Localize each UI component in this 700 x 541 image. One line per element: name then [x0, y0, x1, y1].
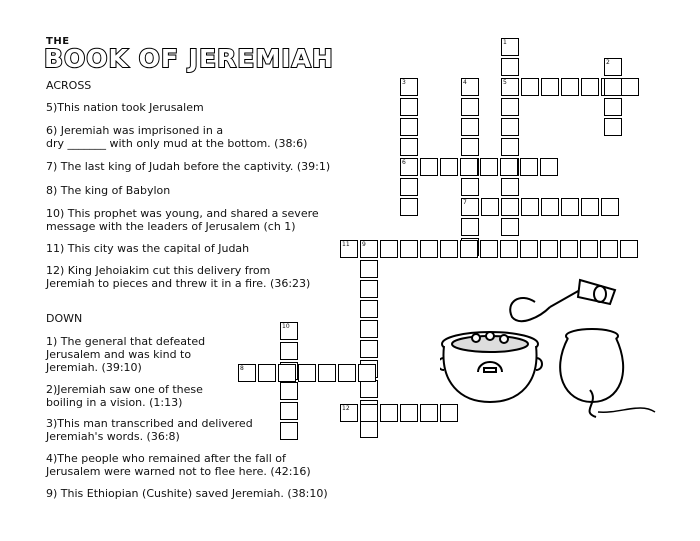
- pots-illustration: [440, 262, 670, 422]
- grid-cell[interactable]: [500, 158, 518, 176]
- grid-cell[interactable]: [338, 364, 356, 382]
- grid-cell[interactable]: [461, 138, 479, 156]
- grid-cell[interactable]: [520, 158, 538, 176]
- grid-cell[interactable]: [604, 118, 622, 136]
- grid-cell[interactable]: [400, 138, 418, 156]
- grid-cell[interactable]: [540, 158, 558, 176]
- clue-number-8: 8: [240, 365, 244, 372]
- grid-cell[interactable]: [604, 98, 622, 116]
- down-clue-3: 3)This man transcribed and delivered Jeremiah's words. (36:8): [46, 417, 253, 443]
- grid-cell[interactable]: [501, 118, 519, 136]
- grid-cell[interactable]: [521, 198, 539, 216]
- clue-number-10: 10: [282, 323, 290, 330]
- grid-cell[interactable]: [480, 158, 498, 176]
- clue-number-6: 6: [402, 159, 406, 166]
- across-clue-5: 5)This nation took Jerusalem: [46, 101, 204, 114]
- grid-cell[interactable]: [501, 138, 519, 156]
- across-clue-8: 8) The king of Babylon: [46, 184, 171, 197]
- grid-cell[interactable]: [501, 98, 519, 116]
- grid-cell[interactable]: [581, 198, 599, 216]
- grid-cell[interactable]: [280, 402, 298, 420]
- grid-cell[interactable]: [280, 382, 298, 400]
- grid-cell[interactable]: [420, 158, 438, 176]
- grid-cell[interactable]: [561, 198, 579, 216]
- grid-cell[interactable]: [400, 404, 418, 422]
- across-clue-10: 10) This prophet was young, and shared a severe message with the leaders of Jerusalem (ch 1): [46, 207, 319, 233]
- clue-number-2: 2: [606, 59, 610, 66]
- grid-cell[interactable]: [360, 260, 378, 278]
- grid-cell[interactable]: [360, 380, 378, 398]
- grid-cell[interactable]: [460, 240, 478, 258]
- grid-cell[interactable]: [541, 198, 559, 216]
- grid-cell[interactable]: [360, 300, 378, 318]
- grid-cell[interactable]: [461, 218, 479, 236]
- grid-cell[interactable]: [280, 342, 298, 360]
- grid-cell[interactable]: [318, 364, 336, 382]
- grid-cell[interactable]: [501, 218, 519, 236]
- grid-cell[interactable]: [580, 240, 598, 258]
- grid-cell[interactable]: [360, 404, 378, 422]
- grid-cell[interactable]: [380, 404, 398, 422]
- grid-cell[interactable]: [620, 240, 638, 258]
- grid-cell[interactable]: [278, 364, 296, 382]
- clue-number-9: 9: [362, 241, 366, 248]
- clue-number-11: 11: [342, 241, 350, 248]
- across-clue-7: 7) The last king of Judah before the captivity. (39:1): [46, 160, 331, 173]
- down-clue-1: 1) The general that defeated Jerusalem and was kind to Jeremiah. (39:10): [46, 335, 206, 374]
- grid-cell[interactable]: [400, 178, 418, 196]
- page-title: BOOK OF JEREMIAH: [44, 44, 334, 73]
- clue-number-5: 5: [503, 79, 507, 86]
- jar-icon: [560, 329, 655, 417]
- grid-cell[interactable]: [360, 280, 378, 298]
- grid-cell[interactable]: [360, 340, 378, 358]
- grid-cell[interactable]: [621, 78, 639, 96]
- grid-cell[interactable]: [601, 198, 619, 216]
- grid-cell[interactable]: [480, 240, 498, 258]
- grid-cell[interactable]: [420, 404, 438, 422]
- down-clue-2: 2)Jeremiah saw one of these boiling in a vision. (1:13): [46, 383, 203, 409]
- grid-cell[interactable]: [520, 240, 538, 258]
- grid-cell[interactable]: [360, 420, 378, 438]
- grid-cell[interactable]: [581, 78, 599, 96]
- grid-cell[interactable]: [560, 240, 578, 258]
- down-heading: DOWN: [46, 312, 83, 325]
- clue-number-4: 4: [463, 79, 467, 86]
- grid-cell[interactable]: [600, 240, 618, 258]
- grid-cell[interactable]: [400, 98, 418, 116]
- grid-cell[interactable]: [604, 78, 622, 96]
- grid-cell[interactable]: [540, 240, 558, 258]
- grid-cell[interactable]: [400, 240, 418, 258]
- grid-cell[interactable]: [541, 78, 559, 96]
- down-clue-4: 4)The people who remained after the fall of Jerusalem were warned not to flee here. (42:16): [46, 452, 311, 478]
- grid-cell[interactable]: [440, 240, 458, 258]
- title-the: THE: [46, 36, 70, 47]
- ladle-icon: [510, 280, 615, 321]
- clue-number-12: 12: [342, 405, 350, 412]
- grid-cell[interactable]: [561, 78, 579, 96]
- grid-cell[interactable]: [298, 364, 316, 382]
- grid-cell[interactable]: [420, 240, 438, 258]
- grid-cell[interactable]: [360, 320, 378, 338]
- across-clue-6: 6) Jeremiah was imprisoned in a dry _______ with only mud at the bottom. (38:6): [46, 124, 308, 150]
- across-clue-11: 11) This city was the capital of Judah: [46, 242, 250, 255]
- grid-cell[interactable]: [460, 158, 478, 176]
- cauldron-icon: [440, 332, 542, 402]
- grid-cell[interactable]: [501, 58, 519, 76]
- grid-cell[interactable]: [501, 178, 519, 196]
- grid-cell[interactable]: [500, 240, 518, 258]
- clue-number-3: 3: [402, 79, 406, 86]
- down-clue-9: 9) This Ethiopian (Cushite) saved Jeremiah. (38:10): [46, 487, 328, 500]
- clue-number-1: 1: [503, 39, 507, 46]
- grid-cell[interactable]: [400, 198, 418, 216]
- across-clue-12: 12) King Jehoiakim cut this delivery from Jeremiah to pieces and threw it in a fire. (36:23): [46, 264, 311, 290]
- grid-cell[interactable]: [258, 364, 276, 382]
- grid-cell[interactable]: [481, 198, 499, 216]
- clue-number-7: 7: [463, 199, 467, 206]
- grid-cell[interactable]: [380, 240, 398, 258]
- grid-cell[interactable]: [521, 78, 539, 96]
- grid-cell[interactable]: [501, 198, 519, 216]
- across-heading: ACROSS: [46, 79, 92, 92]
- grid-cell[interactable]: [440, 158, 458, 176]
- grid-cell[interactable]: [358, 364, 376, 382]
- grid-cell[interactable]: [400, 118, 418, 136]
- grid-cell[interactable]: [280, 422, 298, 440]
- grid-cell[interactable]: [461, 98, 479, 116]
- grid-cell[interactable]: [461, 178, 479, 196]
- grid-cell[interactable]: [461, 118, 479, 136]
